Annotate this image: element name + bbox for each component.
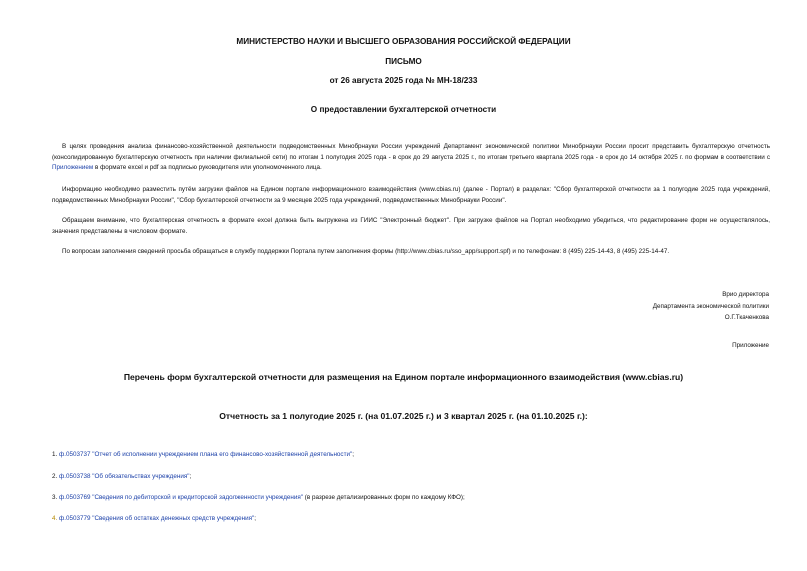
paragraph-1 (52, 142, 770, 174)
list-item-number: 3. (52, 494, 60, 501)
form-link[interactable]: ф.0503769 "Сведения по дебиторской и кредиторской задолженности учреждения" (59, 494, 304, 501)
form-link[interactable]: ф.0503737 "Отчет об исполнении учреждением плана его финансово-хозяйственной деятельности" (59, 451, 353, 458)
paragraph-1-text-a: В целях проведения анализа финансово-хозяйственной деятельности подведомственных Минобрнауки России учреждений Департамент экономической политики Минобрнауки России просит представить бухгалтерскую отчетность (консолидированную бухгалтерскую отчетность при наличии филиальной сети) по итогам 1 полугодия 2025 года - в срок до 29 августа 2025 г., по итогам третьего квартала 2025 года - в срок до 14 октября 2025 г. по формам в соответствии с (52, 143, 770, 161)
list-item (52, 451, 354, 458)
list-item-tail: ; (254, 515, 256, 522)
signature-block (653, 289, 769, 324)
signature-position: Врио директора (722, 291, 769, 298)
list-item-number: 1. (52, 451, 60, 458)
subject-title: О предоставлении бухгалтерской отчетности (310, 105, 497, 114)
signature-department: Департамента экономической политики (652, 302, 769, 310)
doc-type: ПИСЬМО (385, 57, 422, 66)
list-item-number: 2. (52, 473, 60, 480)
paragraph-1-text-b: в формате excel и pdf за подписью руководителя или уполномоченного лица. (93, 164, 322, 171)
list-item-tail: ; (352, 451, 354, 458)
list-item (52, 494, 465, 501)
appendix-label: Приложение (732, 342, 769, 349)
paragraph-2 (52, 185, 770, 206)
list-item (52, 473, 191, 480)
paragraph-4-text: По вопросам заполнения сведений просьба обращаться в службу поддержки Портала путем заполнения формы (http://www.cbias.ru/sso_app/support.spf) и по телефонам: 8 (495) 225-14-43, 8 (495) 225-14-47. (62, 248, 670, 255)
list-item (52, 515, 256, 522)
date-number: от 26 августа 2025 года № МН-18/233 (329, 76, 478, 85)
list-item-tail: (в разрезе детализированных форм по каждому КФО); (303, 494, 465, 501)
form-link[interactable]: ф.0503738 "Об обязательствах учреждения" (59, 473, 190, 480)
paragraph-3-text: Обращаем внимание, что бухгалтерская отчетность в формате excel должна быть выгружена из ГИИС "Электронный бюджет". При загрузке файлов на Портал необходимо убедиться, что редактирование форм не осуществлялось, значения представлены в числовом формате. (52, 217, 770, 235)
signature-name: О.Г.Ткаченкова (724, 314, 769, 321)
appendix-link[interactable]: Приложением (52, 164, 94, 171)
appendix-subtitle: Отчетность за 1 полугодие 2025 г. (на 01.07.2025 г.) и 3 квартал 2025 г. (на 01.10.2025 г.): (219, 411, 588, 421)
paragraph-4 (52, 247, 770, 258)
appendix-title: Перечень форм бухгалтерской отчетности для размещения на Едином портале информационного взаимодействия (www.cbias.ru) (123, 372, 684, 382)
ministry-title: МИНИСТЕРСТВО НАУКИ И ВЫСШЕГО ОБРАЗОВАНИЯ РОССИЙСКОЙ ФЕДЕРАЦИИ (236, 37, 571, 46)
list-item-number: 4. (52, 515, 60, 522)
paragraph-2-text: Информацию необходимо разместить путём загрузки файлов на Едином портале информационного взаимодействия (www.cbias.ru) (далее - Портал) в разделах: "Сбор бухгалтерской отчетности за 1 полугодие 2025 года учреждений, подведомственных Минобрнауки России", "Сбор бухгалтерской отчетности за 9 месяцев 2025 года учреждений, подведомственных Минобрнауки России". (52, 186, 770, 204)
form-link[interactable]: ф.0503779 "Сведения об остатках денежных средств учреждения" (59, 515, 255, 522)
paragraph-3 (52, 216, 770, 237)
list-item-tail: ; (189, 473, 192, 480)
